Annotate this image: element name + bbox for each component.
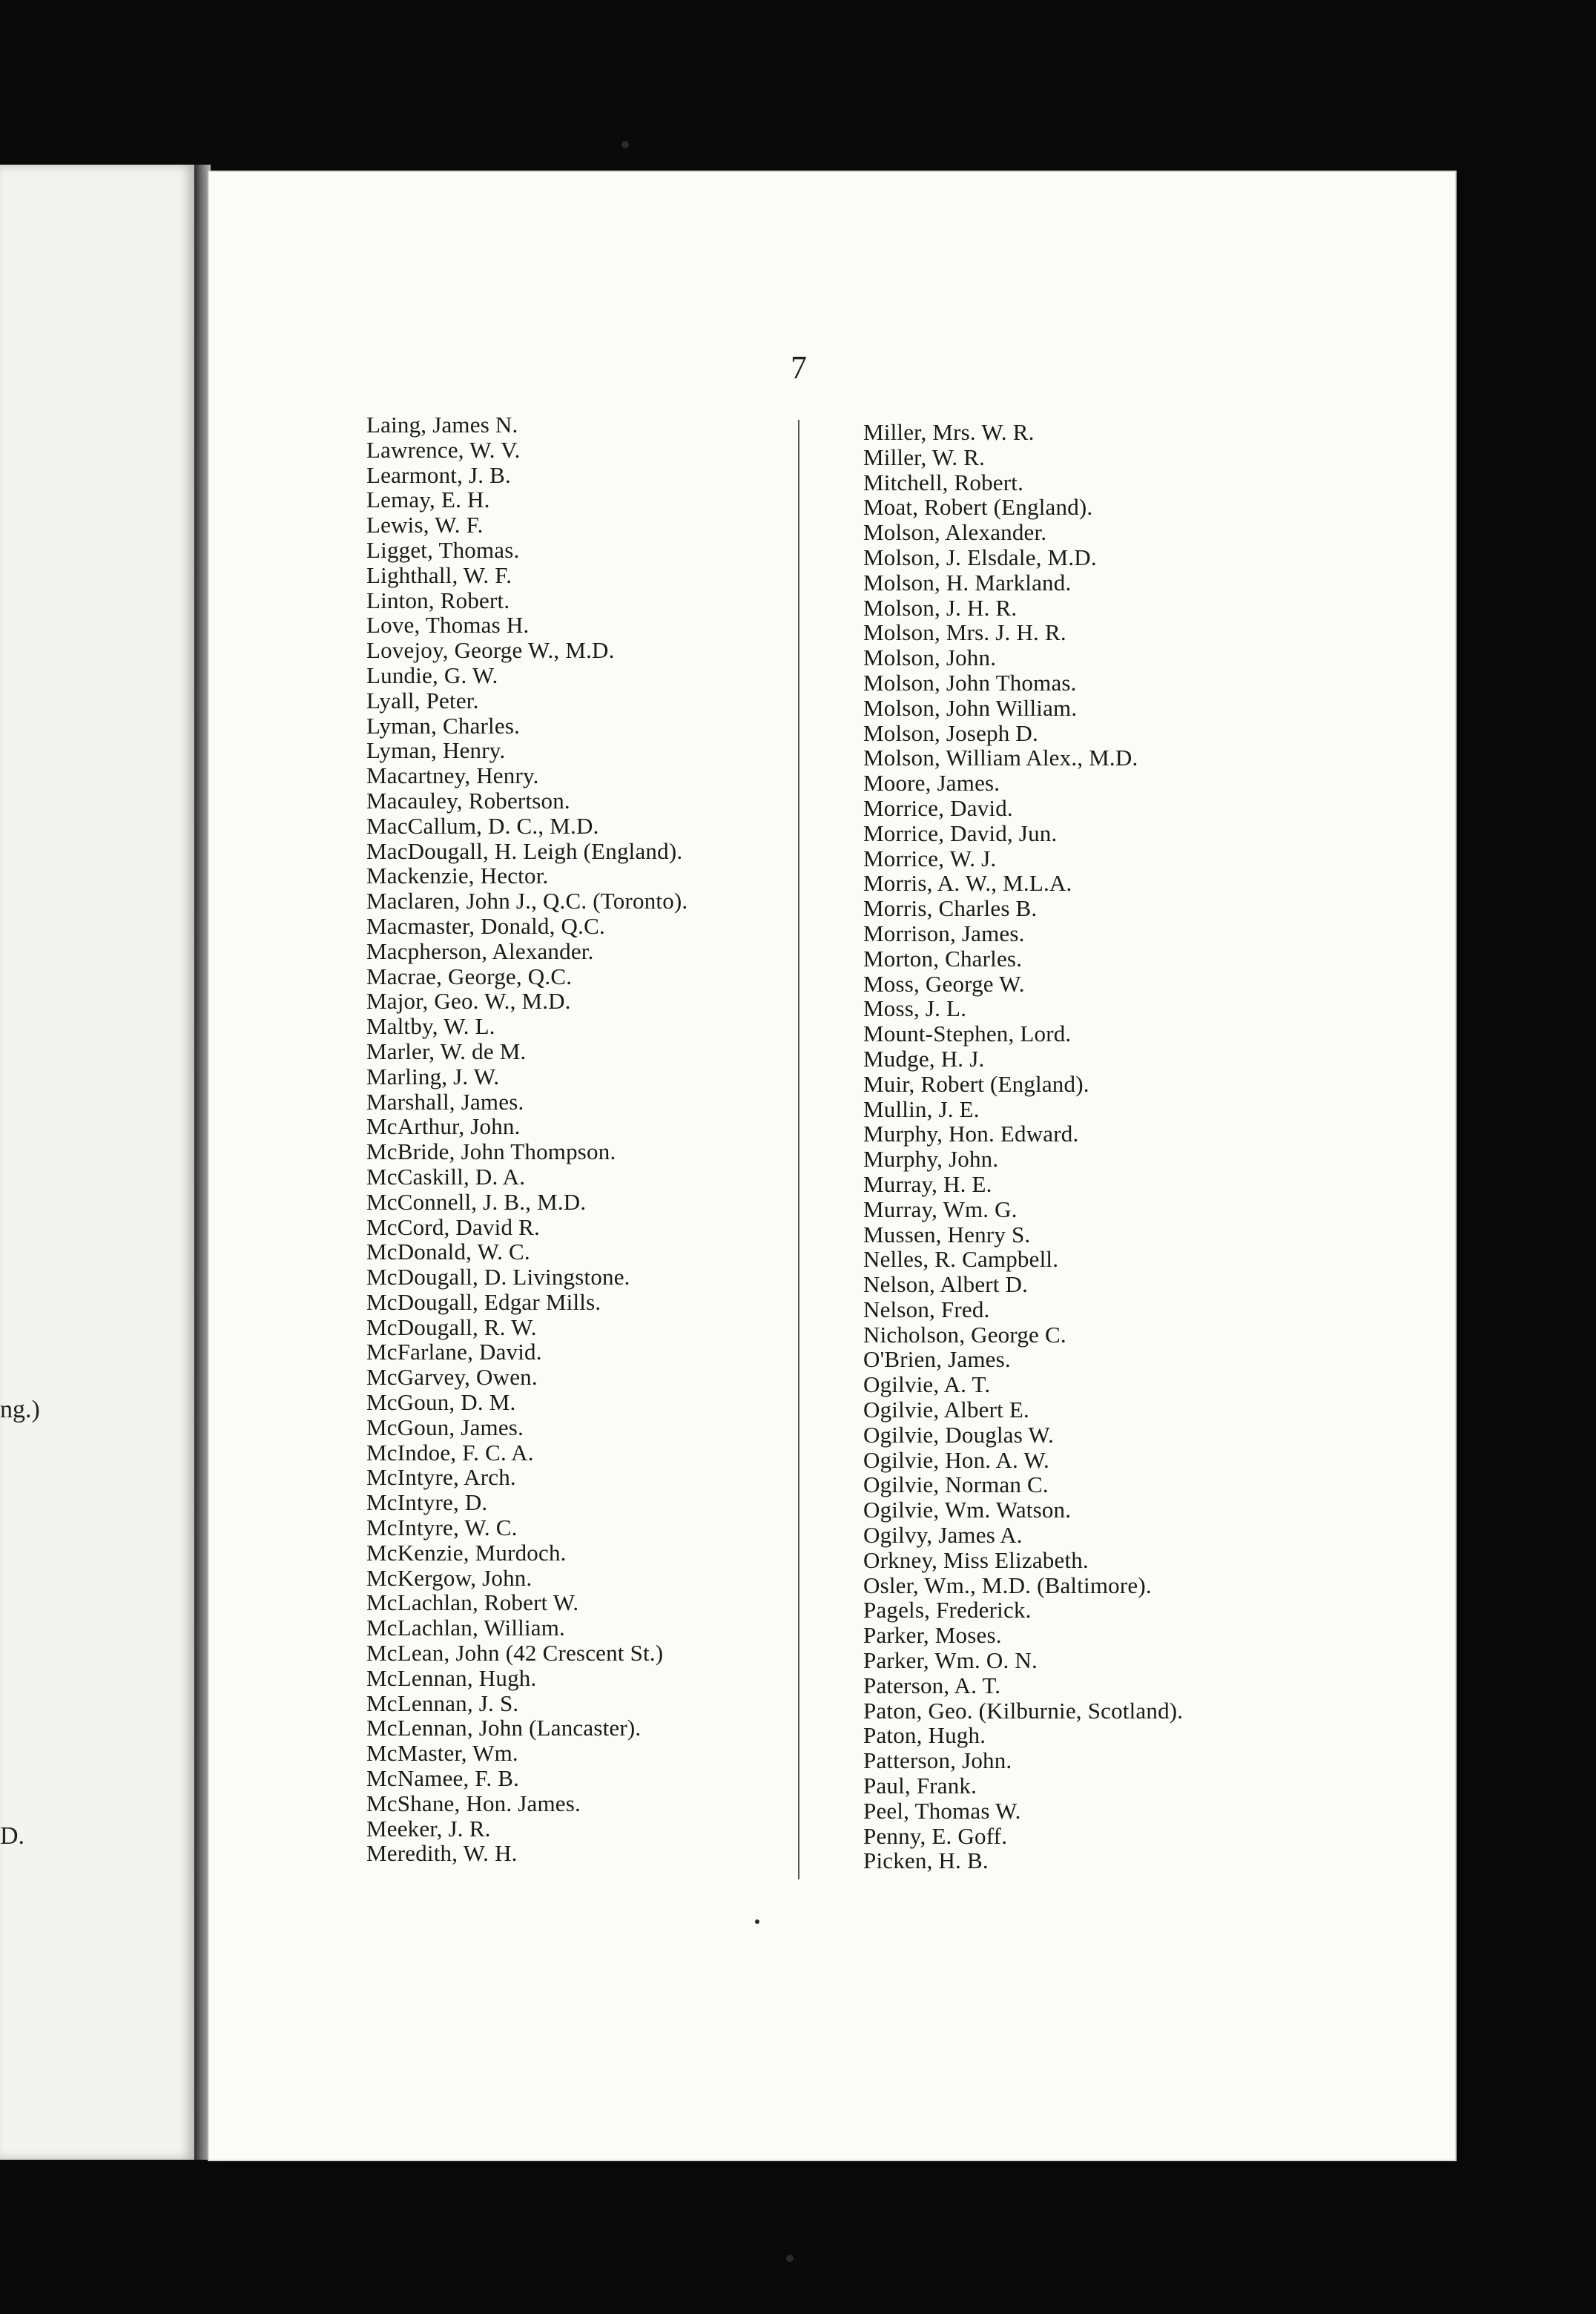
list-item: McKenzie, Murdoch. bbox=[366, 1539, 567, 1566]
list-item: Molson, John. bbox=[863, 645, 997, 671]
list-item: Lovejoy, George W., M.D. bbox=[366, 637, 615, 664]
list-item: Mount-Stephen, Lord. bbox=[863, 1021, 1072, 1047]
list-item: McArthur, John. bbox=[366, 1113, 521, 1140]
list-item: Molson, Mrs. J. H. R. bbox=[863, 619, 1066, 646]
name-list-left-column bbox=[366, 412, 687, 1866]
list-item: Paton, Geo. (Kilburnie, Scotland). bbox=[863, 1697, 1184, 1724]
column-divider bbox=[798, 420, 799, 1879]
list-item: Lyman, Charles. bbox=[366, 712, 521, 739]
list-item: Macrae, George, Q.C. bbox=[366, 963, 573, 989]
list-item: Mitchell, Robert. bbox=[863, 469, 1024, 495]
list-item: Ogilvie, A. T. bbox=[863, 1371, 991, 1398]
list-item: Muir, Robert (England). bbox=[863, 1070, 1089, 1097]
list-item: O'Brien, James. bbox=[863, 1346, 1011, 1373]
list-item: Lundie, G. W. bbox=[366, 662, 498, 688]
list-item: Murphy, John. bbox=[863, 1146, 999, 1173]
list-item: Picken, H. B. bbox=[863, 1847, 989, 1874]
list-item: Ogilvie, Albert E. bbox=[863, 1397, 1030, 1423]
list-item: McLachlan, Robert W. bbox=[366, 1589, 579, 1616]
facing-page-edge bbox=[0, 165, 194, 2160]
list-item: MacCallum, D. C., M.D. bbox=[366, 812, 599, 839]
list-item: McIntyre, Arch. bbox=[366, 1464, 516, 1491]
dust-speck bbox=[621, 141, 629, 148]
list-item: McDougall, R. W. bbox=[366, 1313, 537, 1340]
list-item: Nelles, R. Campbell. bbox=[863, 1246, 1059, 1273]
list-item: Penny, E. Goff. bbox=[863, 1822, 1008, 1849]
list-item: Nelson, Fred. bbox=[863, 1296, 990, 1322]
list-item: Major, Geo. W., M.D. bbox=[366, 988, 571, 1015]
list-item: Lawrence, W. V. bbox=[366, 436, 521, 463]
list-item: Ligget, Thomas. bbox=[366, 536, 520, 563]
list-item: Lyall, Peter. bbox=[366, 687, 479, 713]
list-item: Morrice, David. bbox=[863, 794, 1013, 821]
list-item: Marshall, James. bbox=[366, 1088, 524, 1115]
list-item: Lemay, E. H. bbox=[366, 487, 490, 513]
list-item: Laing, James N. bbox=[366, 412, 518, 438]
list-item: McCaskill, D. A. bbox=[366, 1163, 526, 1190]
list-item: McLachlan, William. bbox=[366, 1615, 565, 1641]
page-number: 7 bbox=[791, 349, 807, 386]
list-item: Nicholson, George C. bbox=[863, 1321, 1066, 1348]
list-item: MacDougall, H. Leigh (England). bbox=[366, 837, 683, 864]
list-item: Patterson, John. bbox=[863, 1747, 1012, 1774]
list-item: Mussen, Henry S. bbox=[863, 1221, 1031, 1247]
list-item: Morrison, James. bbox=[863, 920, 1025, 946]
list-item: McIntyre, D. bbox=[366, 1489, 488, 1516]
list-item: McLennan, J. S. bbox=[366, 1690, 519, 1716]
list-item: Moss, J. L. bbox=[863, 995, 967, 1022]
dust-speck bbox=[786, 2255, 794, 2262]
list-item: McNamee, F. B. bbox=[366, 1765, 520, 1792]
list-item: McFarlane, David. bbox=[366, 1339, 542, 1365]
book-gutter bbox=[194, 165, 211, 2160]
dust-speck bbox=[755, 1919, 759, 1924]
list-item: Moss, George W. bbox=[863, 970, 1025, 997]
list-item: Molson, H. Markland. bbox=[863, 569, 1072, 596]
list-item: Morrice, W. J. bbox=[863, 845, 997, 871]
list-item: Lyman, Henry. bbox=[366, 737, 506, 764]
list-item: McKergow, John. bbox=[366, 1564, 532, 1591]
name-list-right-column bbox=[863, 420, 1183, 1873]
list-item: McBride, John Thompson. bbox=[366, 1138, 616, 1165]
list-item: Maltby, W. L. bbox=[366, 1013, 495, 1040]
list-item: Learmont, J. B. bbox=[366, 461, 511, 488]
list-item: Ogilvie, Norman C. bbox=[863, 1471, 1049, 1498]
list-item: Molson, J. H. R. bbox=[863, 594, 1018, 621]
list-item: McGoun, James. bbox=[366, 1414, 524, 1440]
list-item: Molson, John William. bbox=[863, 694, 1078, 721]
list-item: Linton, Robert. bbox=[366, 587, 510, 613]
list-item: McDonald, W. C. bbox=[366, 1239, 530, 1265]
list-item: Meredith, W. H. bbox=[366, 1840, 518, 1867]
list-item: Osler, Wm., M.D. (Baltimore). bbox=[863, 1572, 1152, 1598]
list-item: Mackenzie, Hector. bbox=[366, 863, 549, 889]
list-item: McLennan, John (Lancaster). bbox=[366, 1715, 642, 1741]
list-item: Miller, Mrs. W. R. bbox=[863, 419, 1035, 445]
list-item: McLennan, Hugh. bbox=[366, 1664, 537, 1691]
list-item: McShane, Hon. James. bbox=[366, 1790, 581, 1816]
list-item: Moat, Robert (England). bbox=[863, 494, 1093, 521]
list-item: Lewis, W. F. bbox=[366, 512, 484, 538]
list-item: Macauley, Robertson. bbox=[366, 787, 570, 814]
list-item: Murphy, Hon. Edward. bbox=[863, 1121, 1079, 1147]
list-item: McCord, David R. bbox=[366, 1213, 540, 1240]
list-item: Molson, Alexander. bbox=[863, 519, 1047, 546]
list-item: Molson, J. Elsdale, M.D. bbox=[863, 544, 1097, 570]
list-item: McGarvey, Owen. bbox=[366, 1364, 538, 1391]
list-item: Pagels, Frederick. bbox=[863, 1597, 1032, 1624]
list-item: Parker, Wm. O. N. bbox=[863, 1647, 1038, 1674]
list-item: Morton, Charles. bbox=[863, 945, 1023, 972]
list-item: Ogilvie, Douglas W. bbox=[863, 1421, 1054, 1448]
facing-page-text-fragment: ng.) bbox=[0, 1396, 40, 1423]
list-item: Meeker, J. R. bbox=[366, 1815, 491, 1842]
list-item: Morris, Charles B. bbox=[863, 895, 1038, 922]
list-item: Ogilvie, Hon. A. W. bbox=[863, 1446, 1049, 1473]
list-item: Maclaren, John J., Q.C. (Toronto). bbox=[366, 888, 688, 914]
list-item: Paton, Hugh. bbox=[863, 1722, 986, 1749]
list-item: Molson, John Thomas. bbox=[863, 669, 1077, 696]
list-item: Marler, W. de M. bbox=[366, 1038, 527, 1064]
list-item: Orkney, Miss Elizabeth. bbox=[863, 1546, 1089, 1573]
list-item: McLean, John (42 Crescent St.) bbox=[366, 1640, 664, 1667]
list-item: Molson, Joseph D. bbox=[863, 719, 1038, 746]
list-item: Peel, Thomas W. bbox=[863, 1797, 1021, 1824]
list-item: Macmaster, Donald, Q.C. bbox=[366, 912, 605, 939]
list-item: Murray, H. E. bbox=[863, 1170, 992, 1197]
list-item: Mudge, H. J. bbox=[863, 1045, 985, 1072]
list-item: Murray, Wm. G. bbox=[863, 1196, 1018, 1222]
list-item: Marling, J. W. bbox=[366, 1063, 500, 1090]
list-item: Morrice, David, Jun. bbox=[863, 820, 1058, 846]
list-item: Miller, W. R. bbox=[863, 444, 986, 470]
list-item: McDougall, Edgar Mills. bbox=[366, 1288, 601, 1315]
list-item: Love, Thomas H. bbox=[366, 612, 530, 639]
list-item: Macpherson, Alexander. bbox=[366, 937, 594, 964]
list-item: Paul, Frank. bbox=[863, 1773, 977, 1799]
list-item: Ogilvy, James A. bbox=[863, 1522, 1023, 1549]
list-item: Molson, William Alex., M.D. bbox=[863, 745, 1138, 771]
list-item: McGoun, D. M. bbox=[366, 1389, 516, 1416]
list-item: McDougall, D. Livingstone. bbox=[366, 1264, 630, 1290]
list-item: McConnell, J. B., M.D. bbox=[366, 1188, 587, 1215]
list-item: Morris, A. W., M.L.A. bbox=[863, 870, 1072, 897]
list-item: Paterson, A. T. bbox=[863, 1672, 1001, 1698]
list-item: McIndoe, F. C. A. bbox=[366, 1439, 534, 1466]
list-item: Ogilvie, Wm. Watson. bbox=[863, 1497, 1072, 1523]
list-item: Macartney, Henry. bbox=[366, 762, 539, 789]
list-item: Lighthall, W. F. bbox=[366, 561, 512, 588]
list-item: McIntyre, W. C. bbox=[366, 1514, 518, 1541]
list-item: McMaster, Wm. bbox=[366, 1740, 518, 1767]
facing-page-text-fragment: D. bbox=[0, 1822, 25, 1850]
list-item: Moore, James. bbox=[863, 770, 1000, 797]
list-item: Parker, Moses. bbox=[863, 1622, 1002, 1649]
list-item: Mullin, J. E. bbox=[863, 1095, 980, 1122]
list-item: Nelson, Albert D. bbox=[863, 1271, 1029, 1298]
